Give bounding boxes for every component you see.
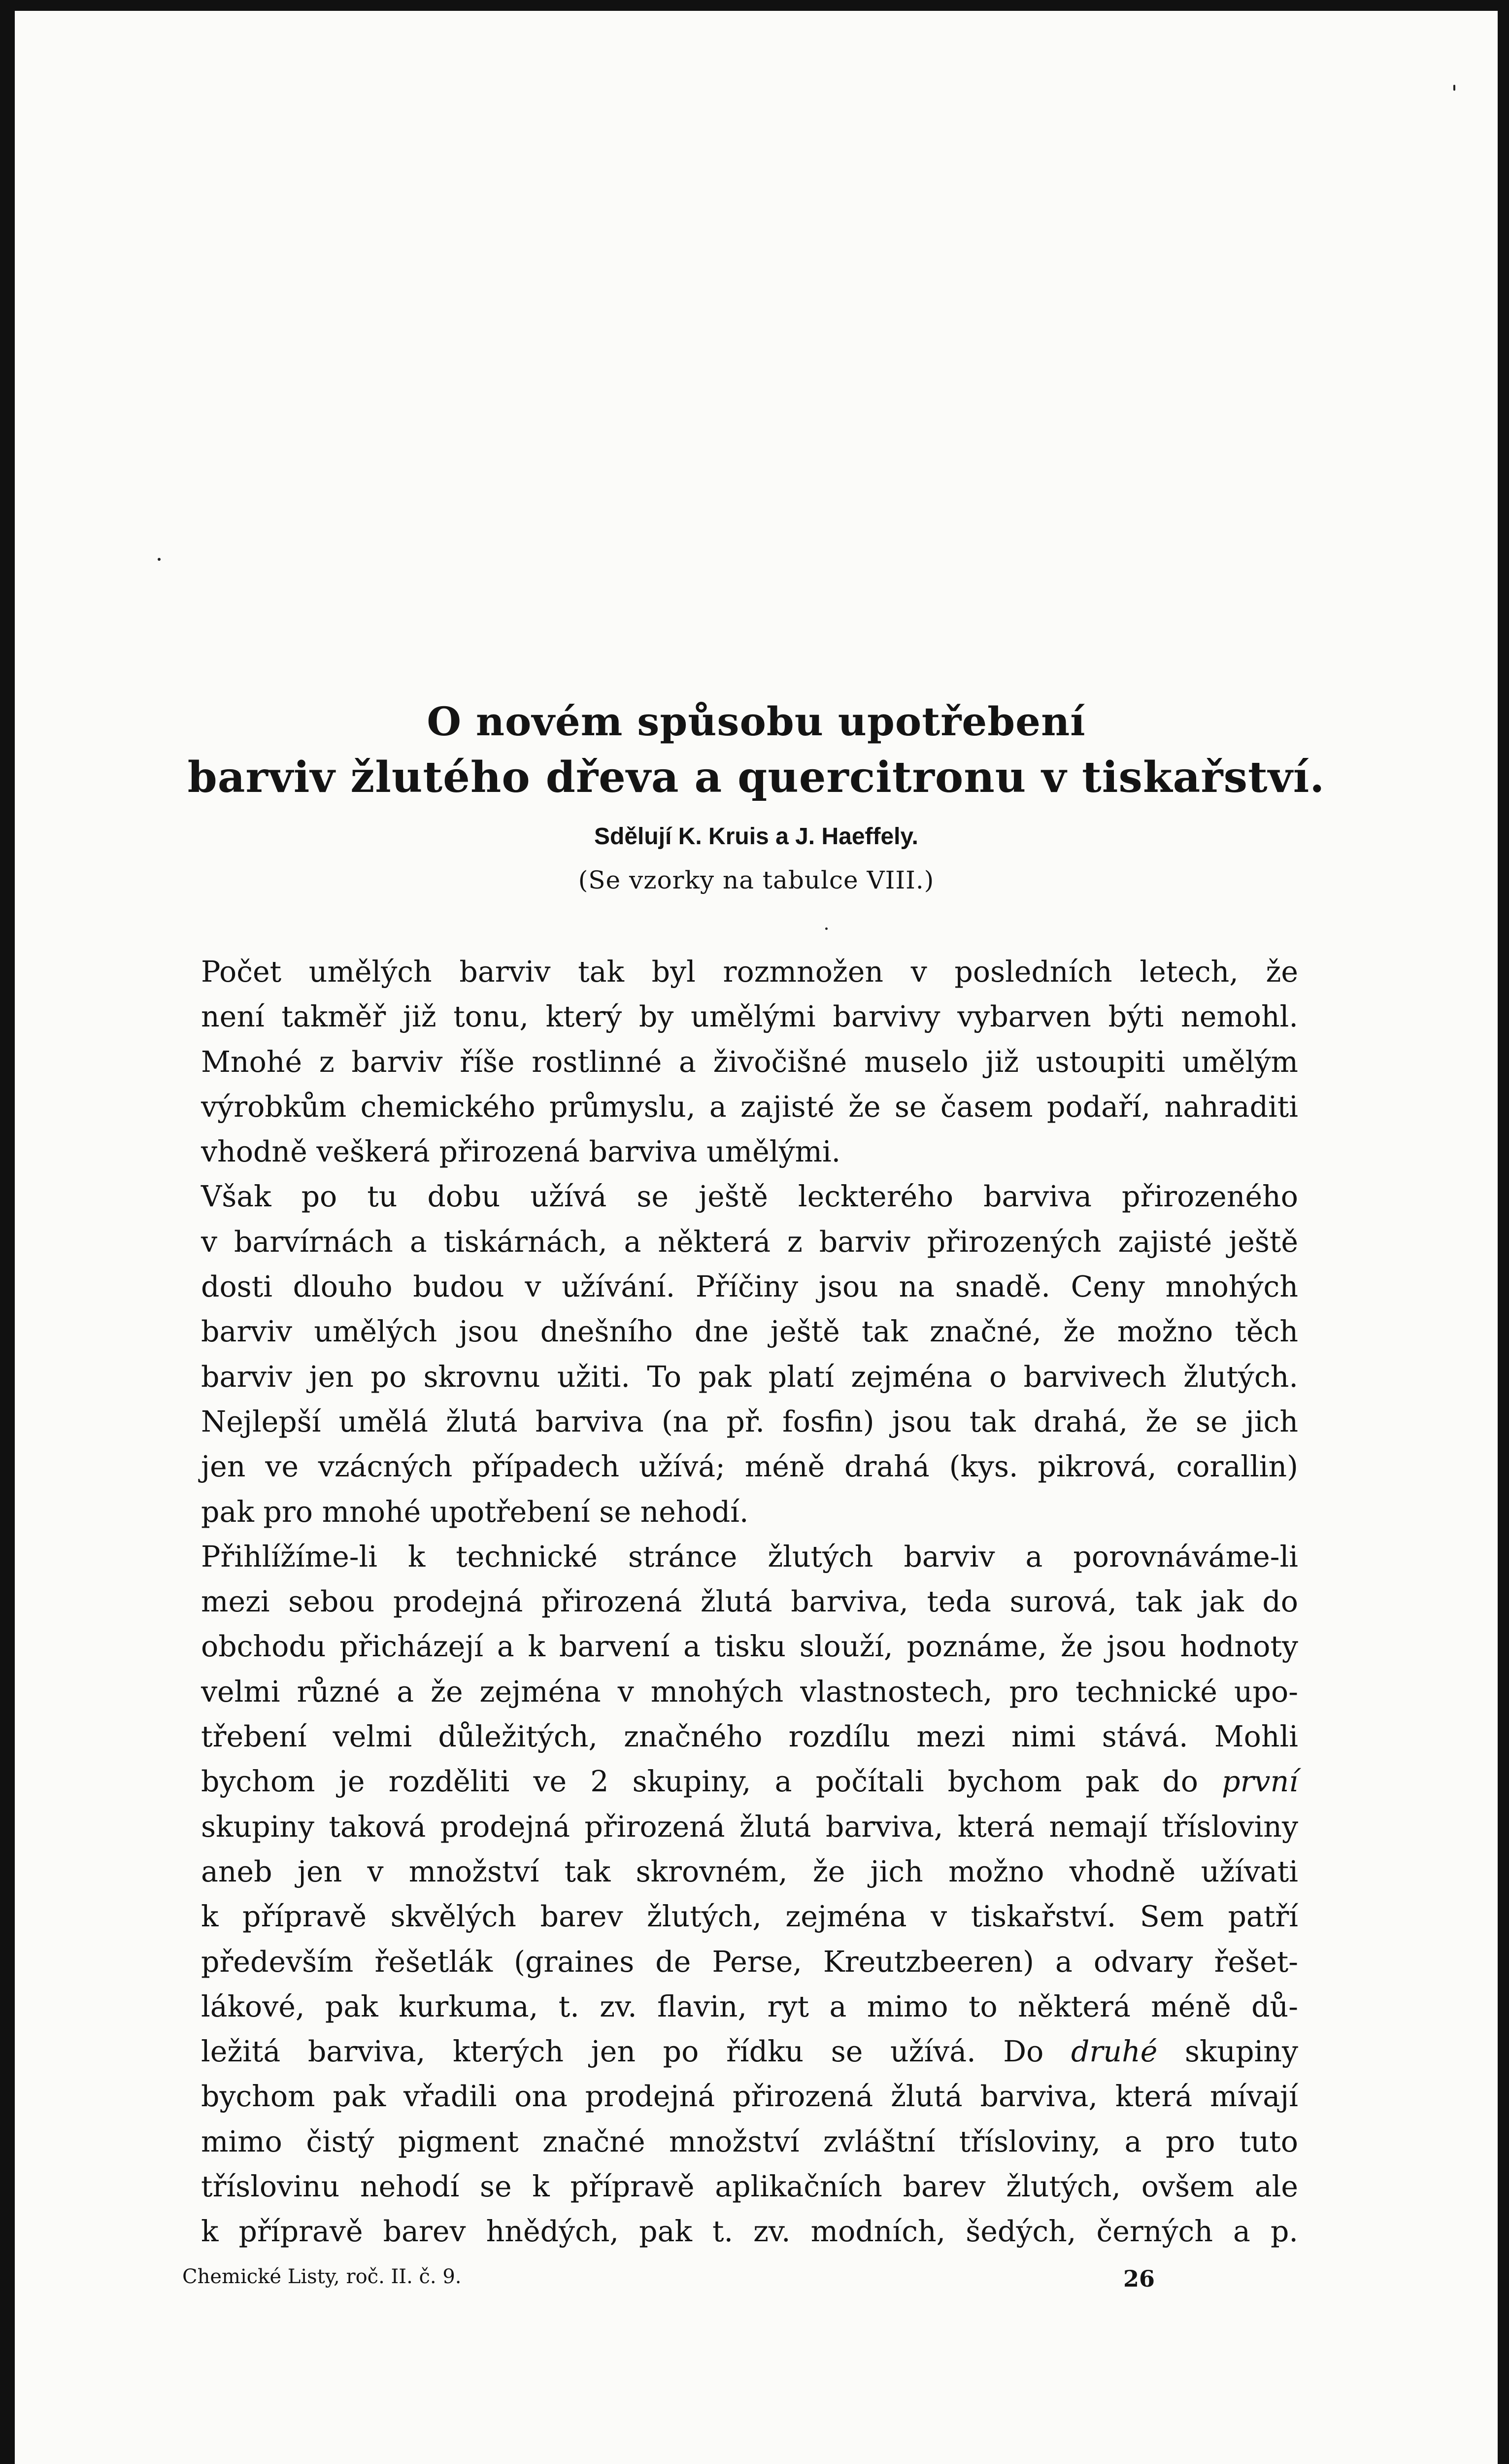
journal-footer: Chemické Listy, roč. II. č. 9. xyxy=(182,2265,462,2288)
paragraph-2 xyxy=(115,1174,1298,1534)
text-line: tříslovinu nehodí se k přípravě aplikačních barev žlutých, ovšem ale xyxy=(201,2170,1298,2204)
text-line: vhodně veškerá přirozená barviva umělými. xyxy=(201,1135,841,1169)
text-line: dosti dlouho budou v užívání. Příčiny jsou na snadě. Ceny mnohých xyxy=(201,1270,1298,1304)
text-line: obchodu přicházejí a k barvení a tisku slouží, poznáme, že jsou hodnoty xyxy=(201,1630,1298,1664)
text-line: Nejlepší umělá žlutá barviva (na př. fosfin) jsou tak drahá, že se jich xyxy=(201,1404,1298,1438)
text-line: mezi sebou prodejná přirozená žlutá barviva, teda surová, tak jak do xyxy=(201,1585,1298,1619)
article-body xyxy=(115,950,1298,2255)
paragraph-3 xyxy=(115,1535,1298,2255)
samples-note: (Se vzorky na tabulce VIII.) xyxy=(578,866,935,894)
text-line: ležitá barviva, kterých jen po řídku se užívá. Do druhé skupiny xyxy=(201,2035,1298,2069)
text-line: jen ve vzácných případech užívá; méně drahá (kys. pikrová, corallin) xyxy=(201,1450,1298,1484)
authors-line: Sdělují K. Kruis a J. Haeffely. xyxy=(594,823,918,850)
text-line: k přípravě barev hnědých, pak t. zv. modních, šedých, černých a p. xyxy=(201,2215,1298,2249)
speck-mark xyxy=(158,558,161,561)
paragraph-1 xyxy=(115,950,1298,1174)
text-line: není takměř již tonu, který by umělými barvivy vybarven býti nemohl. xyxy=(201,1000,1298,1034)
text-line: Přihlížíme-li k technické stránce žlutých barviv a porovnáváme-li xyxy=(201,1540,1298,1574)
text-line: mimo čistý pigment značné množství zvláštní třísloviny, a pro tuto xyxy=(201,2124,1298,2158)
text-line: Mnohé z barviv říše rostlinné a živočišné muselo již ustoupiti umělým xyxy=(201,1045,1298,1079)
text-line: výrobkům chemického průmyslu, a zajisté že se časem podaří, nahraditi xyxy=(201,1090,1298,1124)
text-line: třebení velmi důležitých, značného rozdílu mezi nimi stává. Mohli xyxy=(201,1720,1298,1754)
text-line: barviv umělých jsou dnešního dne ještě tak značné, že možno těch xyxy=(201,1315,1298,1349)
text-line: pak pro mnohé upotřebení se nehodí. xyxy=(201,1495,749,1529)
article-title-line-1: O novém spůsobu upotřebení xyxy=(427,698,1086,745)
text-line: velmi různé a že zejména v mnohých vlastnostech, pro technické upo- xyxy=(201,1675,1298,1709)
text-line: barviv jen po skrovnu užiti. To pak platí zejména o barvivech žlutých. xyxy=(201,1360,1298,1394)
text-line: Však po tu dobu užívá se ještě leckterého barviva přirozeného xyxy=(201,1180,1298,1214)
page-number: 26 xyxy=(1123,2265,1155,2292)
text-line: aneb jen v množství tak skrovném, že jich možno vhodně užívati xyxy=(201,1854,1298,1888)
speck-mark xyxy=(825,927,828,930)
text-line: Počet umělých barviv tak byl rozmnožen v posledních letech, že xyxy=(201,955,1298,989)
text-line: v barvírnách a tiskárnách, a některá z barviv přirozených zajisté ještě xyxy=(201,1225,1298,1259)
emphasis: druhé xyxy=(1071,2035,1158,2069)
emphasis: první xyxy=(1222,1765,1298,1799)
text-line: bychom pak vřadili ona prodejná přirozená žlutá barviva, která mívají xyxy=(201,2080,1298,2114)
document-page xyxy=(15,11,1498,2464)
article-title-line-2: barviv žlutého dřeva a quercitronu v tiskařství. xyxy=(187,753,1325,802)
speck-mark xyxy=(1453,85,1455,91)
text-line: především řešetlák (graines de Perse, Kreutzbeeren) a odvary řešet- xyxy=(201,1945,1298,1979)
text-line: lákové, pak kurkuma, t. zv. flavin, ryt a mimo to některá méně dů- xyxy=(201,1989,1298,2023)
text-line: k přípravě skvělých barev žlutých, zejména v tiskařství. Sem patří xyxy=(201,1900,1298,1934)
text-line: bychom je rozděliti ve 2 skupiny, a počítali bychom pak do první xyxy=(201,1765,1298,1799)
text-line: skupiny taková prodejná přirozená žlutá barviva, která nemají třísloviny xyxy=(201,1810,1298,1844)
